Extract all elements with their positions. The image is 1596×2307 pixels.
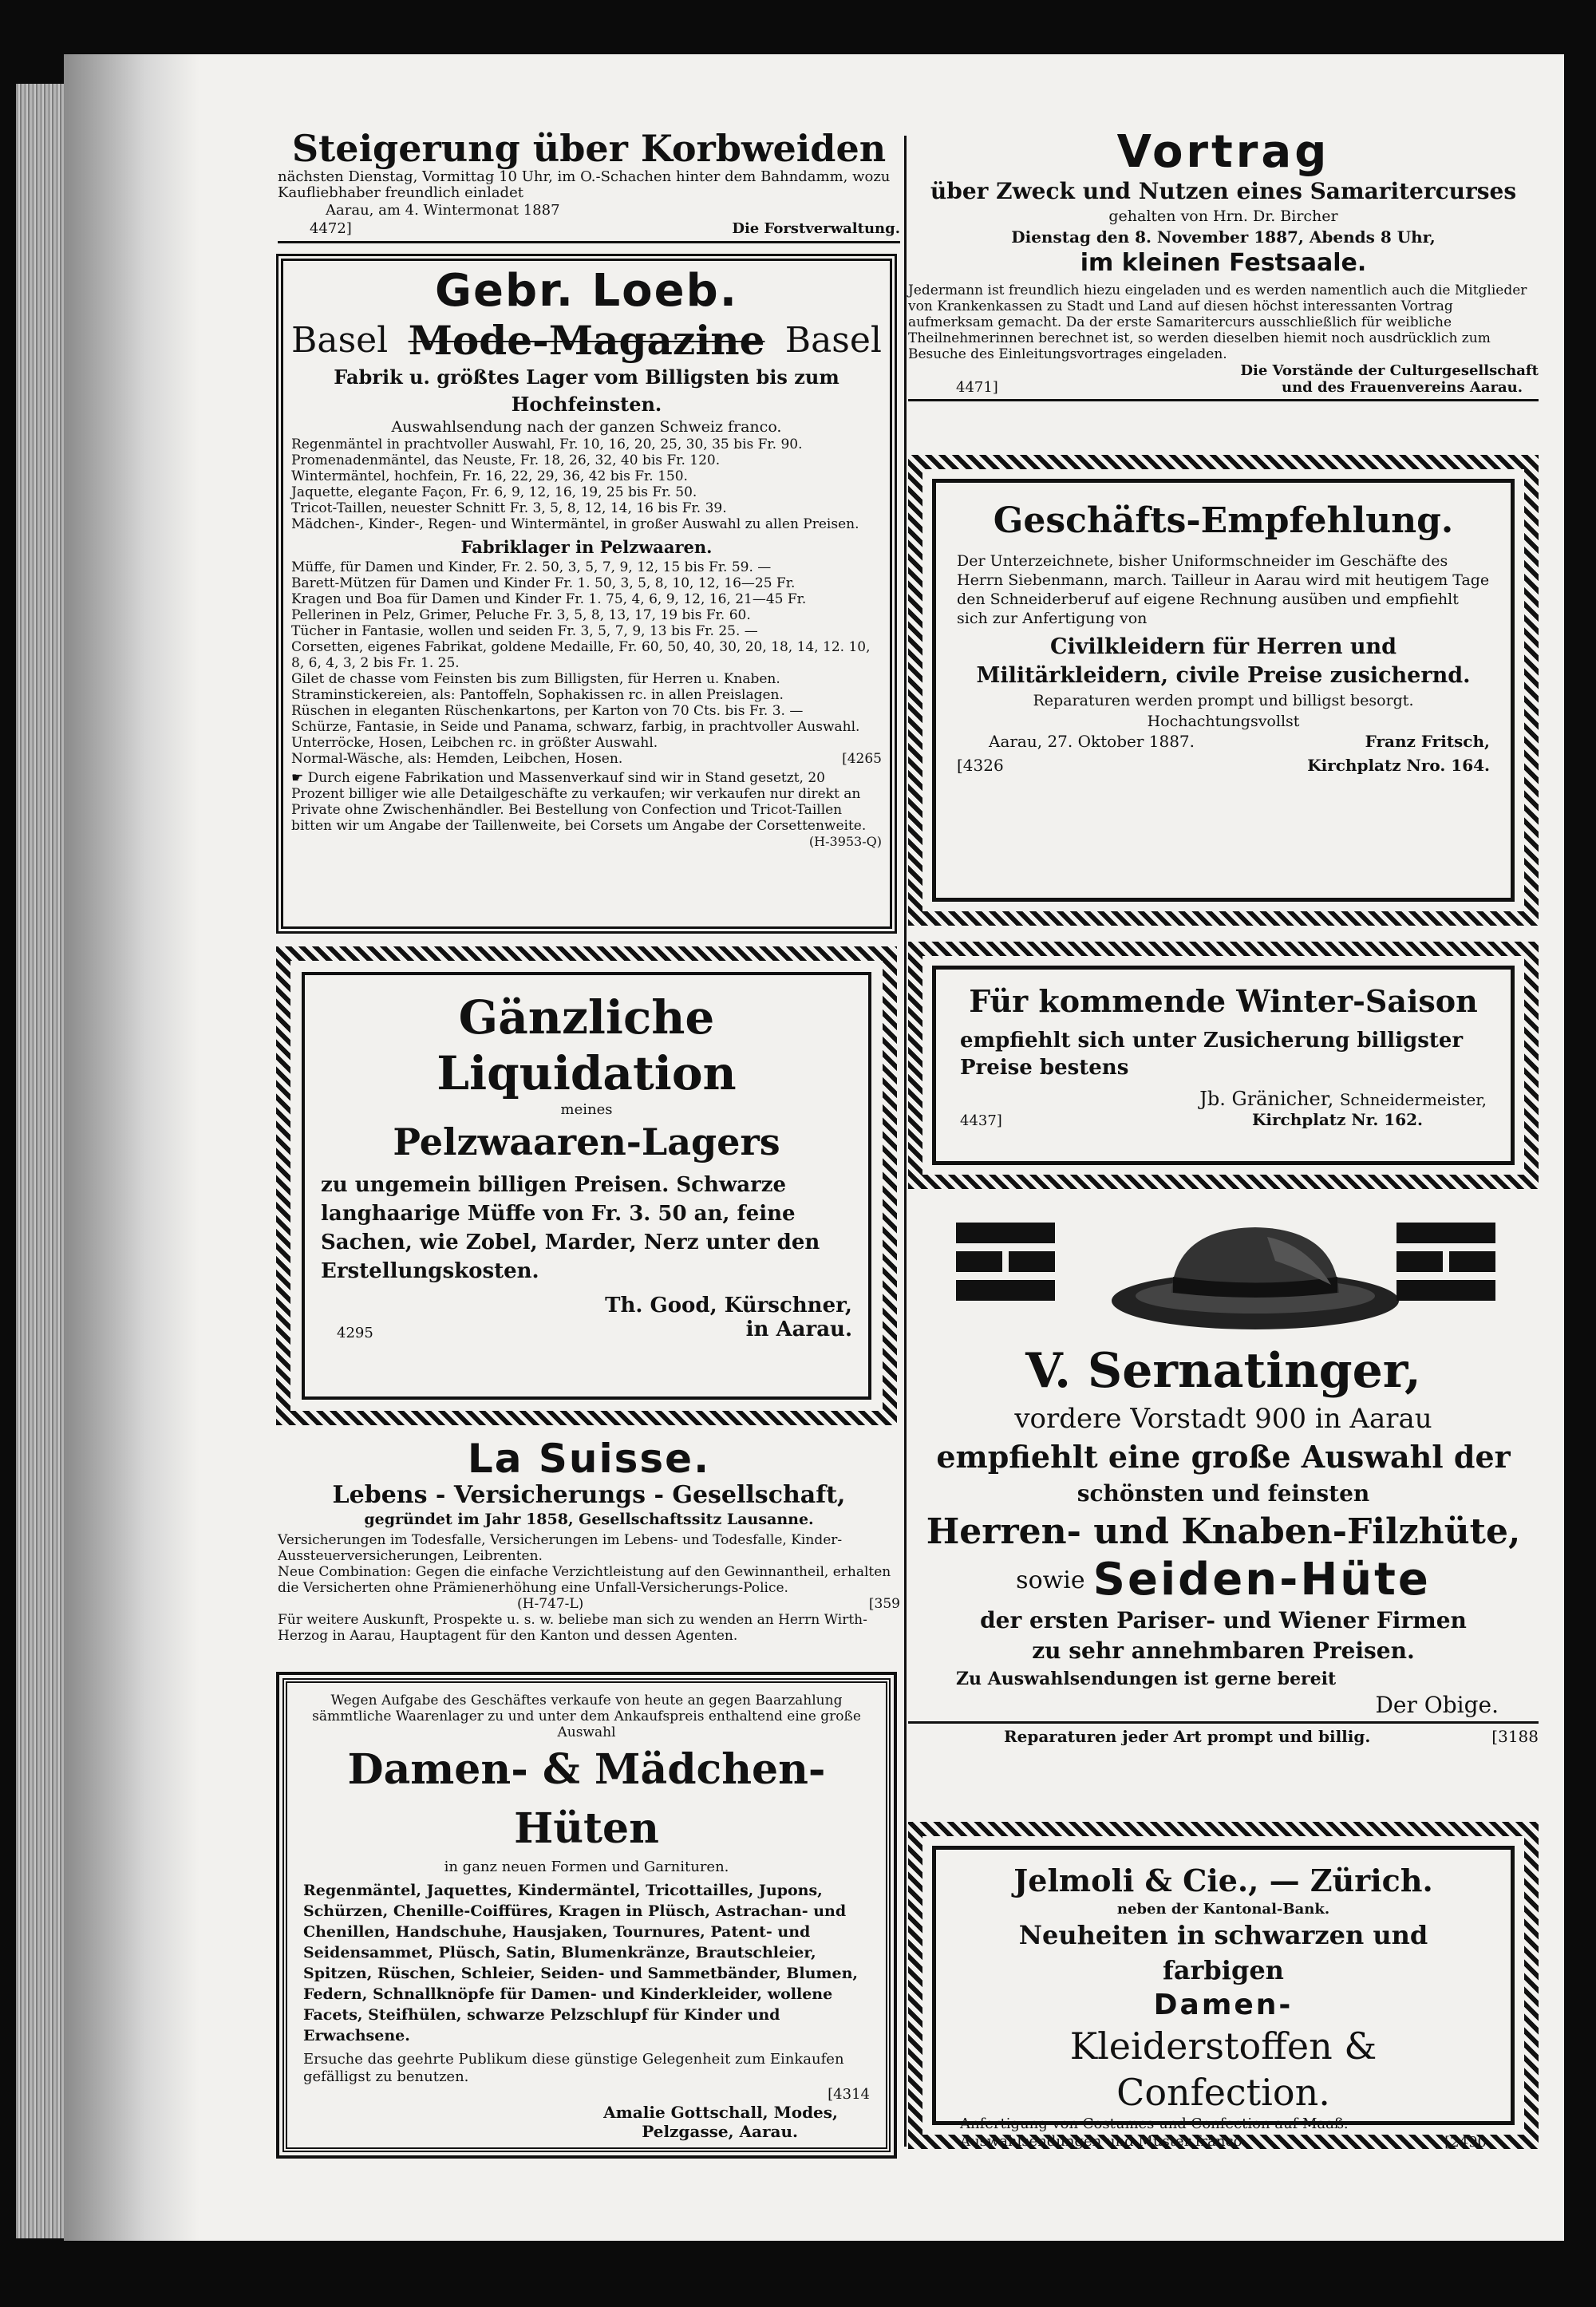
sernatinger-address: vordere Vorstadt 900 in Aarau	[1014, 1403, 1432, 1435]
vortrag-signature1: Die Vorstände der Culturgesellschaft	[1240, 362, 1539, 379]
ad-winter-saison	[908, 942, 1539, 1189]
sernatinger-rule	[908, 1721, 1539, 1724]
ad-geschaefts-empfehlung	[908, 455, 1539, 926]
loeb-closing: ☛ Durch eigene Fabrikation und Massenverkauf sind wir in Stand gesetzt, 20 Prozent billiger wie alle Detailgeschäfte zu verkaufen; wir verkaufen nur direkt an Private ohne Zwischenhändler. Bei Bestellung von Confection und Tricot-Taillen bitten wir um Angabe der Taillenweite, bei Corsets um Angabe der Corsettenweite.	[291, 770, 867, 834]
loeb-line2: Tücher in Fantasie, wollen und seiden Fr. 3, 5, 7, 9, 13 bis Fr. 25. —	[291, 623, 758, 639]
ad-sernatinger	[908, 1205, 1539, 1811]
geschaeft-highlight: Civilkleidern für Herren und Militärkleidern, civile Preise zusichernd.	[976, 634, 1471, 688]
suisse-subtitle: Lebens - Versicherungs - Gesellschaft,	[332, 1481, 846, 1509]
ad-vortrag	[908, 128, 1539, 447]
sernatinger-signature: Der Obige.	[1375, 1692, 1499, 1718]
damen-code: [4314	[828, 2086, 870, 2103]
loeb-section: Fabriklager in Pelzwaaren.	[460, 537, 713, 557]
vortrag-subtitle: über Zweck und Nutzen eines Samaritercurses	[930, 178, 1517, 204]
loeb-city-left: Basel	[291, 320, 389, 361]
loeb-sub: Auswahlsendung nach der ganzen Schweiz franco.	[391, 418, 782, 436]
loeb-fur-list	[291, 559, 882, 767]
winter-role: Schneidermeister,	[1339, 1090, 1487, 1109]
loeb-line: Wintermäntel, hochfein, Fr. 16, 22, 29, 36, 42 bis Fr. 150.	[291, 468, 688, 484]
loeb-city-right: Basel	[784, 320, 882, 361]
loeb-line2: Straminstickereien, als: Pantoffeln, Sophakissen rc. in allen Preislagen.	[291, 687, 784, 703]
loeb-line2: Schürze, Fantasie, in Seide und Panama, schwarz, farbig, in prachtvoller Auswahl.	[291, 719, 860, 735]
geschaeft-body: Der Unterzeichnete, bisher Uniformschneider im Geschäfte des Herrn Siebenmann, march. Tailleur in Aarau wird mit heutigem Tage den Schneiderberuf auf eigene Rechnung ausüben und empfiehlt sich zur Anfertigung von	[957, 552, 1490, 627]
jelmoli-line1: Neuheiten in schwarzen und farbigen	[1018, 1920, 1428, 1985]
loeb-line2: Gilet de chasse vom Feinsten bis zum Billigsten, für Herren u. Knaben.	[291, 671, 780, 687]
loeb-line2: Pellerinen in Pelz, Grimer, Peluche Fr. 3, 5, 8, 13, 17, 19 bis Fr. 60.	[291, 607, 751, 623]
vortrag-rule	[908, 399, 1539, 401]
geschaeft-title: Geschäfts-Empfehlung.	[993, 500, 1454, 541]
steigerung-rule	[278, 241, 900, 243]
damen-sub: in ganz neuen Formen und Garnituren.	[444, 1859, 729, 1875]
loeb-tagline: Fabrik u. größtes Lager vom Billigsten bis zum Hochfeinsten.	[334, 365, 839, 416]
loeb-line: Regenmäntel in prachtvoller Auswahl, Fr. 10, 16, 20, 25, 30, 35 bis Fr. 90.	[291, 437, 803, 452]
sernatinger-line3: Herren- und Knaben-Filzhüte,	[926, 1511, 1521, 1552]
steigerung-code: 4472]	[310, 220, 352, 237]
sernatinger-code: [3188	[1491, 1727, 1539, 1746]
winter-body: empfiehlt sich unter Zusicherung billigster Preise bestens	[960, 1029, 1464, 1080]
stripes-left	[956, 1223, 1055, 1301]
sernatinger-line7: Zu Auswahlsendungen ist gerne bereit	[956, 1669, 1337, 1689]
damen-place: Pelzgasse, Aarau.	[642, 2122, 798, 2141]
ad-liquidation	[276, 946, 897, 1425]
jelmoli-name: Jelmoli & Cie., — Zürich.	[1013, 1863, 1433, 1898]
jelmoli-line2: Damen-	[1153, 1989, 1294, 2021]
sernatinger-line4: Seiden-Hüte	[1092, 1554, 1431, 1606]
ad-jelmoli	[908, 1822, 1539, 2149]
loeb-line2: Barett-Mützen für Damen und Kinder Fr. 1. 50, 3, 5, 8, 10, 12, 16—25 Fr.	[291, 575, 796, 591]
loeb-firm: Gebr. Loeb.	[435, 265, 738, 317]
vortrag-date: Dienstag den 8. November 1887, Abends 8 Uhr,	[1011, 227, 1436, 247]
steigerung-body: nächsten Dienstag, Vormittag 10 Uhr, im O.-Schachen hinter dem Bahndamm, wozu Kaufliebhaber freundlich einladet	[278, 168, 891, 201]
steigerung-signature: Die Forstverwaltung.	[732, 220, 900, 237]
stripes-right	[1396, 1223, 1495, 1301]
liquidation-title: Gänzliche Liquidation	[437, 990, 737, 1100]
liquidation-body: zu ungemein billigen Preisen. Schwarze langhaarige Müffe von Fr. 3. 50 an, feine Sachen, wie Zobel, Marder, Nerz unter den Erstellungskosten.	[321, 1173, 820, 1283]
sernatinger-line5: der ersten Pariser- und Wiener Firmen	[980, 1607, 1467, 1633]
suisse-body1: Versicherungen im Todesfalle, Versicherungen im Lebens- und Todesfalle, Kinder-Aussteuerversicherungen, Leibrenten.	[278, 1532, 843, 1564]
liquidation-subtitle: Pelzwaaren-Lagers	[393, 1120, 780, 1163]
hat-icon	[1108, 1213, 1403, 1333]
loeb-ref: (H-3953-Q)	[808, 834, 882, 849]
suisse-founded: gegründet im Jahr 1858, Gesellschaftssitz Lausanne.	[364, 1511, 814, 1528]
damen-signature: Amalie Gottschall, Modes,	[603, 2103, 838, 2122]
liquidation-place: in Aarau.	[745, 1317, 852, 1341]
column-divider	[904, 136, 907, 2147]
vortrag-body: Jedermann ist freundlich hiezu eingeladen und es werden namentlich auch die Mitglieder von Krankenkassen zu Stadt und Land auf diesen höchst interessanten Vortrag aufmerksam gemacht. Da der erste Samaritercurs ausschließlich für weibliche Theilnehmerinnen berechnet ist, so werden dieselben hiemit noch ausdrücklich zum Besuche des Einleitungsvortrages eingeladen.	[908, 282, 1527, 362]
loeb-line2: Normal-Wäsche, als: Hemden, Leibchen, Hosen.	[291, 751, 623, 767]
vortrag-signature2: und des Frauenvereins Aarau.	[1281, 379, 1523, 396]
loeb-line: Tricot-Taillen, neuester Schnitt Fr. 3, 5, 8, 12, 14, 16 bis Fr. 39.	[291, 500, 727, 516]
loeb-line2: Müffe, für Damen und Kinder, Fr. 2. 50, 3, 5, 7, 9, 12, 15 bis Fr. 59. —	[291, 559, 772, 575]
winter-title: Für kommende Winter-Saison	[969, 983, 1478, 1019]
geschaeft-name: Franz Fritsch,	[1365, 732, 1490, 751]
steigerung-place-date: Aarau, am 4. Wintermonat 1887	[326, 202, 560, 219]
loeb-price-list	[291, 437, 882, 532]
damen-body: Regenmäntel, Jaquettes, Kindermäntel, Tricottailles, Jupons, Schürzen, Chenille-Coiffüres, Kragen in Plüsch, Astrachan- und Chenillen, Handschuhe, Hausjaken, Tournures, Patent- und Seidensammet, Plüsch, Satin, Blumenkränze, Brautschleier, Spitzen, Rüschen, Schleier, Seiden- und Sammetbänder, Blumen, Federn, Schnallknöpfe für Damen- und Kinderkleider, wollene Facets, Steifhülen, schwarze Pelzschlupf für Kinder und Erwachsene.	[303, 1882, 859, 2044]
suisse-ref: (H-747-L)	[517, 1596, 584, 1612]
geschaeft-repair: Reparaturen werden prompt und billigst besorgt.	[1033, 692, 1414, 709]
vortrag-venue: im kleinen Festsaale.	[1080, 249, 1367, 277]
liquidation-signature: Th. Good, Kürschner,	[605, 1294, 852, 1317]
jelmoli-body: Anfertigung von Costumes und Confection auf Maaß. Auswahlsendungen und Muster franco.	[960, 2115, 1349, 2150]
steigerung-title: Steigerung über Korbweiden	[291, 127, 887, 170]
vortrag-speaker: gehalten von Hrn. Dr. Bircher	[1108, 207, 1338, 225]
sernatinger-line2: schönsten und feinsten	[1077, 1480, 1370, 1507]
suisse-code: [359	[868, 1596, 900, 1612]
loeb-line: Promenadenmäntel, das Neuste, Fr. 18, 26, 32, 40 bis Fr. 120.	[291, 452, 721, 468]
suisse-body3: Für weitere Auskunft, Prospekte u. s. w. beliebe man sich zu wenden an Herrn Wirth-Herzog in Aarau, Hauptagent für den Kanton und dessen Agenten.	[278, 1612, 867, 1644]
damen-intro: Wegen Aufgabe des Geschäftes verkaufe von heute an gegen Baarzahlung sämmtliche Waarenlager zu und unter dem Ankaufspreis enthaltend eine große Auswahl	[312, 1693, 861, 1740]
vortrag-title: Vortrag	[1116, 126, 1330, 178]
sernatinger-line1: empfiehlt eine große Auswahl der	[936, 1439, 1511, 1475]
ad-la-suisse	[278, 1436, 900, 1668]
winter-code: 4437]	[960, 1112, 1002, 1129]
loeb-line2: Rüschen in eleganten Rüschenkartons, per Karton von 70 Cts. bis Fr. 3. —	[291, 703, 804, 719]
sernatinger-repair: Reparaturen jeder Art prompt und billig.	[1004, 1727, 1371, 1746]
geschaeft-code: [4326	[957, 756, 1004, 775]
sernatinger-sowie: sowie	[1016, 1566, 1085, 1594]
damen-closing: Ersuche das geehrte Publikum diese günstige Gelegenheit zum Einkaufen gefälligst zu benutzen.	[303, 2051, 844, 2085]
damen-title: Damen- & Mädchen-Hüten	[347, 1745, 826, 1853]
ad-steigerung	[278, 128, 900, 247]
suisse-title: La Suisse.	[467, 1436, 711, 1482]
sernatinger-line6: zu sehr annehmbaren Preisen.	[1032, 1637, 1415, 1664]
winter-address: Kirchplatz Nr. 162.	[1252, 1110, 1423, 1129]
loeb-magazine: Mode-Magazine	[408, 317, 765, 364]
winter-name: Jb. Gränicher,	[1199, 1088, 1334, 1110]
ad-gebr-loeb	[276, 254, 897, 934]
loeb-code: [4265	[842, 751, 882, 767]
loeb-line2: Corsetten, eigenes Fabrikat, goldene Medaille, Fr. 60, 50, 40, 30, 20, 18, 14, 12. 10, 8, 6, 4, 3, 2 bis Fr. 1. 25.	[291, 639, 871, 671]
liquidation-meines: meines	[560, 1101, 613, 1118]
ad-damen-hueten	[276, 1672, 897, 2159]
hat-illustration	[908, 1205, 1539, 1341]
loeb-line: Jaquette, elegante Façon, Fr. 6, 9, 12, 16, 19, 25 bis Fr. 50.	[291, 484, 697, 500]
jelmoli-code: [2490	[1444, 2134, 1487, 2151]
sernatinger-name: V. Sernatinger,	[1025, 1343, 1421, 1399]
jelmoli-line3: Kleiderstoffen & Confection.	[1069, 2025, 1377, 2114]
loeb-line2: Kragen und Boa für Damen und Kinder Fr. 1. 75, 4, 6, 9, 12, 16, 21—45 Fr.	[291, 591, 807, 607]
vortrag-code: 4471]	[956, 379, 998, 396]
loeb-line2: Unterröcke, Hosen, Leibchen rc. in größter Auswahl.	[291, 735, 658, 751]
jelmoli-sub: neben der Kantonal-Bank.	[1116, 1901, 1330, 1918]
liquidation-code: 4295	[337, 1325, 373, 1341]
geschaeft-regards: Hochachtungsvollst	[1147, 713, 1300, 730]
geschaeft-date: Aarau, 27. Oktober 1887.	[989, 732, 1195, 751]
loeb-line: Mädchen-, Kinder-, Regen- und Wintermäntel, in großer Auswahl zu allen Preisen.	[291, 516, 859, 532]
suisse-body2: Neue Combination: Gegen die einfache Verzichtleistung auf den Gewinnantheil, erhalten die Versicherten ohne Prämienerhöhung eine Unfall-Versicherungs-Police.	[278, 1564, 891, 1596]
geschaeft-address: Kirchplatz Nro. 164.	[1307, 756, 1490, 775]
